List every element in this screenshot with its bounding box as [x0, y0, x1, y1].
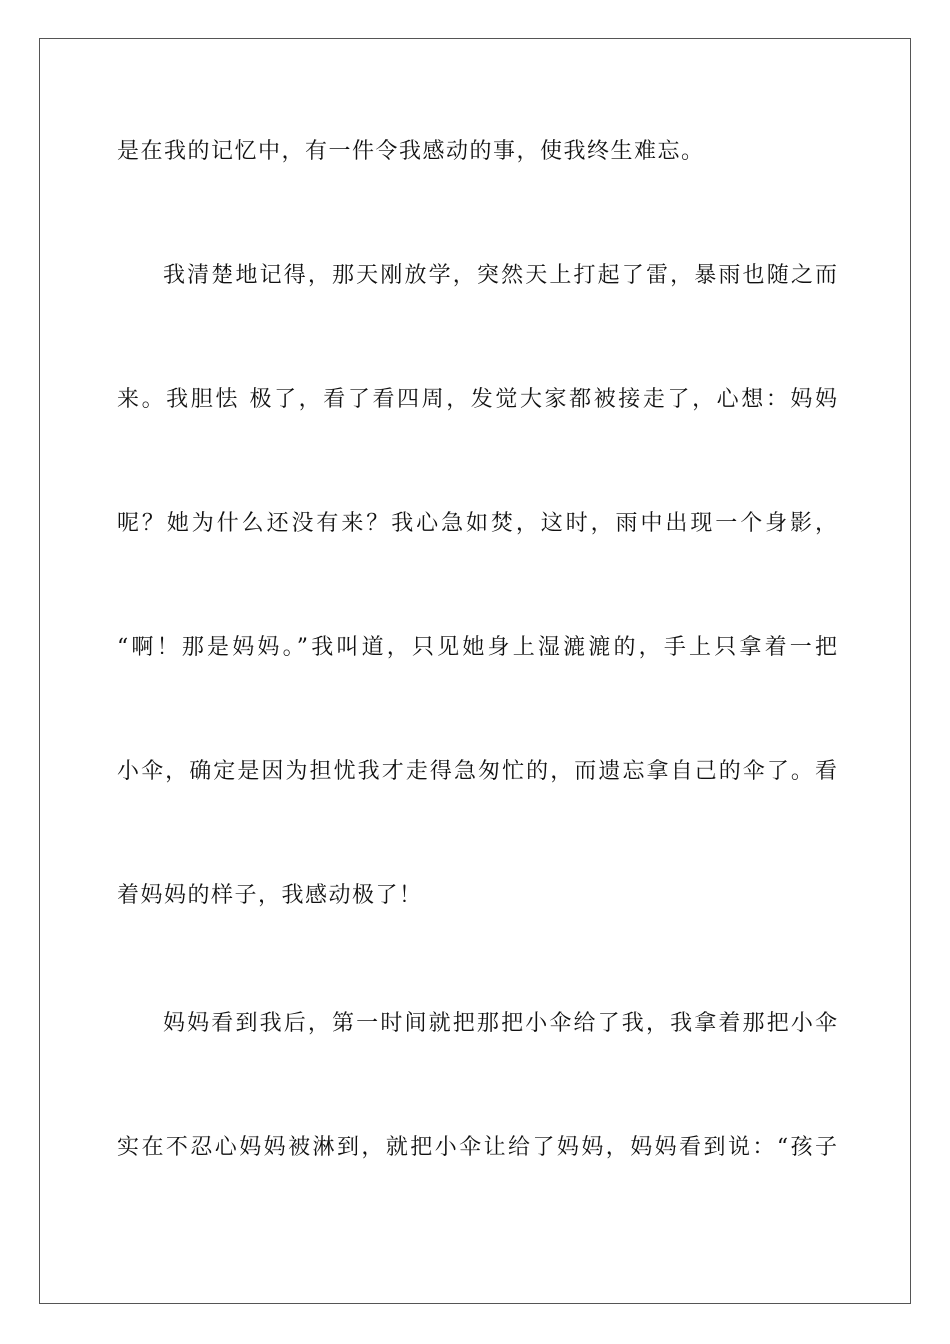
text-line-8: 妈妈看到我后，第一时间就把那把小伞给了我，我拿着那把小伞	[163, 1011, 837, 1036]
text-line-6: 小伞，确定是因为担忧我才走得急匆忙的，而遗忘拿自己的伞了。看	[117, 759, 837, 784]
page-border	[39, 38, 911, 1304]
text-line-2: 我清楚地记得，那天刚放学，突然天上打起了雷，暴雨也随之而	[163, 263, 837, 288]
text-line-9: 实在不忍心妈妈被淋到，就把小伞让给了妈妈，妈妈看到说：“孩子	[117, 1135, 837, 1160]
text-line-1: 是在我的记忆中，有一件令我感动的事，使我终生难忘。	[117, 139, 705, 164]
text-line-4: 呢？她为什么还没有来？我心急如焚，这时，雨中出现一个身影，	[117, 511, 837, 536]
text-line-3: 来。我胆怯 极了，看了看四周，发觉大家都被接走了，心想：妈妈	[117, 387, 837, 412]
text-line-7: 着妈妈的样子，我感动极了！	[117, 883, 423, 908]
text-line-5: “啊！那是妈妈。”我叫道，只见她身上湿漉漉的，手上只拿着一把	[117, 635, 837, 660]
